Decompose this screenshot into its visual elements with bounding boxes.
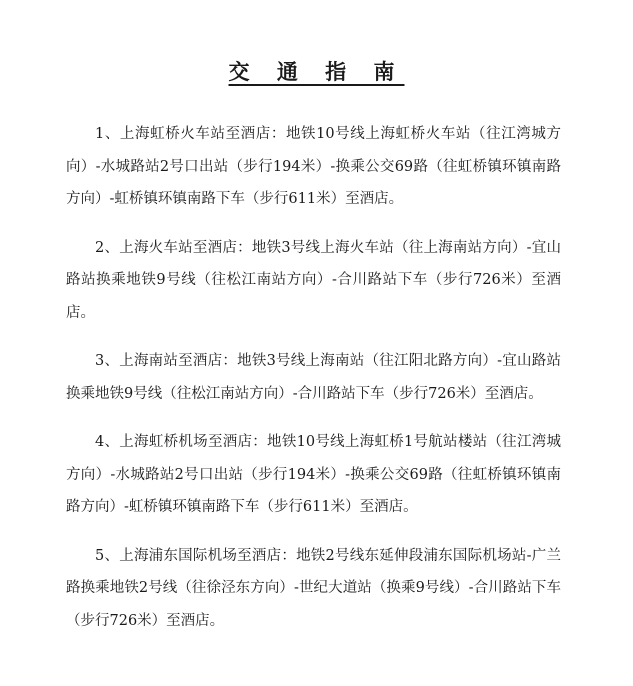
document-body [66, 118, 561, 653]
route-item-4: 4、上海虹桥机场至酒店：地铁10号线上海虹桥1号航站楼站（往江湾城方向）-水城路站2号口出站（步行194米）-换乘公交69路（往虹桥镇环镇南路方向）-虹桥镇环镇南路下车（步行611米）至酒店。 [66, 434, 561, 515]
route-item-5: 5、上海浦东国际机场至酒店：地铁2号线东延伸段浦东国际机场站-广兰路换乘地铁2号线（往徐泾东方向）-世纪大道站（换乘9号线）-合川路站下车（步行726米）至酒店。 [66, 547, 561, 629]
route-item-3: 3、上海南站至酒店：地铁3号线上海南站（往江阳北路方向）-宜山路站换乘地铁9号线（往松江南站方向）-合川路站下车（步行726米）至酒店。 [66, 353, 561, 402]
route-item-2: 2、上海火车站至酒店：地铁3号线上海火车站（往上海南站方向）-宜山路站换乘地铁9号线（往松江南站方向）-合川路站下车（步行726米）至酒店。 [66, 239, 561, 321]
route-item-1: 1、上海虹桥火车站至酒店：地铁10号线上海虹桥火车站（往江湾城方向）-水城路站2号口出站（步行194米）-换乘公交69路（往虹桥镇环镇南路方向）-虹桥镇环镇南路下车（步行611米）至酒店。 [66, 126, 561, 207]
page-title: 交 通 指 南 [228, 59, 405, 84]
